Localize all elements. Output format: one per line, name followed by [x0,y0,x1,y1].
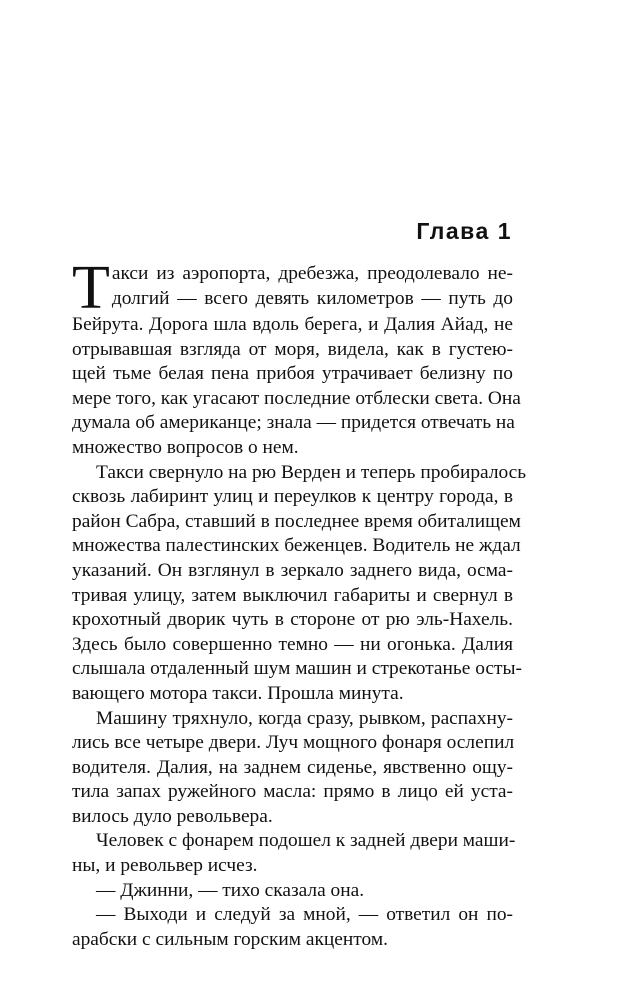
text-line: мере того, как угасают последние отблески света. Она [72,387,521,409]
text-line: сквозь лабиринт улиц и переулков к центру города, в [72,486,513,508]
paragraph [72,829,516,878]
text-line: водителя. Далия, на заднем сиденье, явственно ощу- [72,756,513,778]
chapter-title: Глава 1 [416,218,512,244]
text-line: Здесь было совершенно темно — ни огонька. Далия [72,633,513,655]
text-line: тривая улицу, затем выключил габариты и свернул в [72,584,513,606]
text-line: щей тьме белая пена прибоя утрачивает белизну по [72,363,513,385]
text-line: Машину тряхнуло, когда сразу, рывком, распахну- [96,707,513,729]
paragraph [72,254,521,461]
text-line: думала об американце; знала — придется отвечать на [72,412,515,434]
text-line: множества палестинских беженцев. Водитель не ждал [72,535,521,557]
paragraph [72,903,513,952]
text-line: лись все четыре двери. Луч мощного фонаря ослепил [72,732,515,754]
text-line: Человек с фонарем подошел к задней двери маши- [96,830,516,852]
text-line: тила запах ружейного масла: прямо в лицо ей уста- [72,781,513,803]
text-line: крохотный дворик чуть в стороне от рю эль-Нахель. [72,609,513,631]
text-line: арабски с сильным горским акцентом. [72,928,388,950]
text-line: вающего мотора такси. Прошла минута. [72,682,404,704]
text-line: множество вопросов о нем. [72,436,299,458]
text-line: район Сабра, ставший в последнее время обиталищем [72,510,521,532]
text-line: акси из аэропорта, дребезжа, преодолевало не- [111,263,513,284]
body-text [72,254,527,952]
text-line: долгий — всего девять километров — путь до [111,287,513,309]
text-line: ны, и револьвер исчез. [72,855,258,877]
drop-cap: Т [72,254,110,322]
paragraph [72,707,513,830]
text-line: — Выходи и следуй за мной, — ответил он по- [96,904,513,926]
paragraph [72,461,527,707]
text-line: Такси свернуло на рю Верден и теперь пробиралось [96,461,527,483]
text-line: указаний. Он взглянул в зеркало заднего вида, осма- [72,559,513,581]
text-line: отрывавшая взгляда от моря, видела, как в густею- [72,338,513,360]
text-line: — Джинни, — тихо сказала она. [96,879,365,901]
text-line: слышала отдаленный шум машин и стрекотанье осты- [72,658,522,680]
paragraph [72,879,513,904]
text-line: вилось дуло револьвера. [72,805,273,827]
text-line: Бейрута. Дорога шла вдоль берега, и Далия Айад, не [72,314,513,335]
